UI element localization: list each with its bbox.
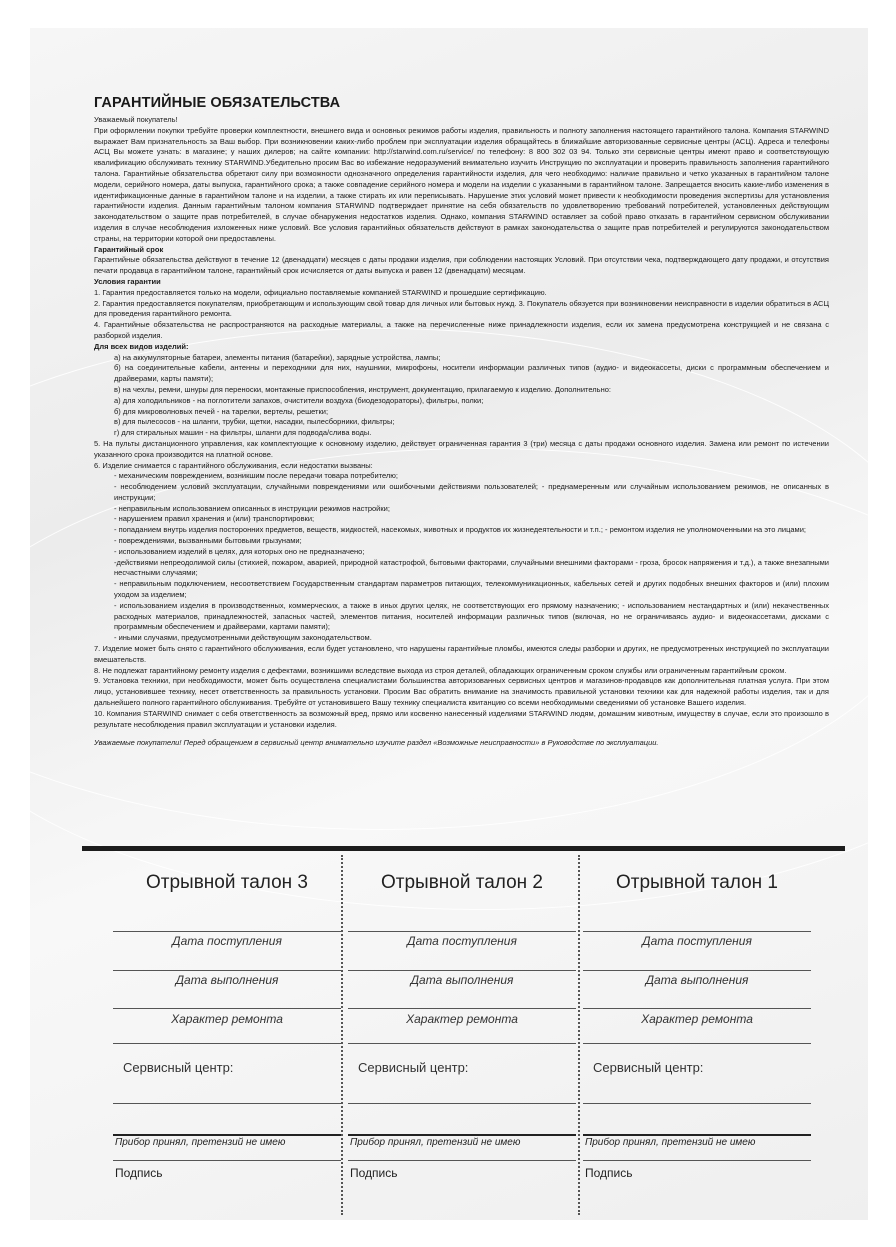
field-line (583, 1008, 811, 1009)
signature-label: Подпись (350, 1166, 398, 1180)
field-line (348, 931, 576, 932)
exclusion-item: а) для холодильников - на поглотители запахов, очистители воздуха (биодезодораторы), фильтры, полки; (114, 395, 484, 405)
coupon-title: Отрывной талон 3 (145, 872, 308, 893)
field-line (113, 1043, 341, 1044)
coupon-title: Отрывной талон 1 (615, 872, 778, 893)
signature-label: Подпись (585, 1166, 633, 1180)
coupon-title: Отрывной талон 2 (380, 872, 543, 893)
coupon-2 (348, 851, 576, 1221)
greeting: Уважаемый покупатель! (94, 115, 178, 124)
field-line (113, 1160, 341, 1161)
condition-6: 6. Изделие снимается с гарантийного обслуживания, если недостатки вызваны: (94, 460, 373, 470)
coupon-3 (113, 851, 341, 1221)
completed-date-label: Дата выполнения (410, 973, 514, 987)
removal-reason: - несоблюдением условий эксплуатации, случайными повреждениями или ошибочными действиями пользователей; - преднамеренным или случайным использованием режимов, не описанных в инструкции; (114, 482, 829, 502)
field-line (113, 1134, 341, 1136)
condition-4: 4. Гарантийные обязательства не распространяются на расходные материалы, а также на перечисленные ниже принадлежности изделия, если их замена предусмотрена конструкцией и не связана с разборкой изделия. (94, 320, 829, 340)
field-line (113, 970, 341, 971)
customer-note: Уважаемые покупатели! Перед обращением в сервисный центр внимательно изучите раздел «Возможные неисправности» в Руководстве по эксплуатации. (94, 738, 659, 748)
service-center-label: Сервисный центр: (123, 1060, 234, 1075)
removal-reason: - повреждениями, вызванными бытовыми грызунами; (114, 536, 302, 546)
field-line (113, 1008, 341, 1009)
coupon-1 (583, 851, 811, 1221)
field-line (113, 931, 341, 932)
removal-reason: -действиями непреодолимой силы (стихией, пожаром, аварией, природной катастрофой, бытовыми факторами, случайными внешними факторами - гроза, бросок напряжения и т.д.), а также внезапными несчастными случаями; (114, 557, 829, 578)
field-line (348, 1043, 576, 1044)
term-text: Гарантийные обязательства действуют в течение 12 (двенадцати) месяцев с даты продажи изделия, при соблюдении настоящих Условий. При отсутствии чека, подтверждающего дату продажи, и отсутствия печати продавца в гарантийном талоне, гарантийный срок исчисляется от даты выпуска и равен 12 (двенадцати) месяцам. (94, 255, 829, 276)
term-heading: Гарантийный срок (94, 244, 164, 254)
field-line (583, 1134, 811, 1136)
removal-reason: - механическим повреждением, возникшим после передачи товара потребителю; (114, 471, 399, 481)
field-line (583, 1043, 811, 1044)
intro-paragraph: При оформлении покупки требуйте проверки комплектности, внешнего вида и основных режимов работы изделия, правильность и полноту заполнения настоящего гарантийного талона. Компания STARWIND выражает Вам признательность за Ваш выбор. При возникновении каких-либо проблем при эксплуатации изделия обращайтесь в ближайшие авторизованные сервисные центры (АСЦ). Адреса и телефоны АСЦ Вы можете узнать: в магазине; у наших дилеров; на сайте компании: http://starwind.com.ru/service/ по телефону: 8 800 302 03 94. Только эти сервисные центры имеют право и соответствующую квалификацию обслуживать технику STARWIND.Убедительно просим Вас во избежание недоразумений внимательно изучить Инструкцию по эксплуатации и проверить правильность заполнения гарантийного талона. Гарантийные обязательства обретают силу при возможности однозначного определения гарантийности изделия, для чего необходимо: наличие правильно и четко указанных в гарантийном талоне модели, серийного номера, даты выпуска, гарантийного срока; а также совпадение серийного номера и модели на изделии с указанными в гарантийном талоне. Запрещается вносить какие-либо изменения в идентификационные данные в гарантийном талоне и на изделии, а также стирать их или переписывать. Нарушение этих условий может привести к необходимости проведения экспертизы для установления гарантийности изделия. Данным гарантийным талоном компания STARWIND подтверждает принятие на себя обязательств по удовлетворению требований потребителей, установленных действующим законодательством о защите прав потребителей, в случае обнаружения недостатков изделия. Однако, компания STARWIND оставляет за собой право отказать в гарантийном сервисном обслуживании изделия в случае несоблюдения изложенных ниже условий. Все условия гарантийных обязательств действуют в рамках законодательства о защите прав потребителей и регулируются законодательством страны, на территории которой они предоставлены. (94, 125, 829, 243)
repair-type-label: Характер ремонта (641, 1012, 753, 1026)
signature-label: Подпись (115, 1166, 163, 1180)
tear-line (341, 855, 343, 1215)
condition-7: 7. Изделие может быть снято с гарантийного обслуживания, если будет установлено, что нарушены гарантийные пломбы, имеются следы разборки и других, не предусмотренных инструкцией по эксплуатации вмешательств. (94, 644, 829, 664)
exclusion-item: г) для стиральных машин - на фильтры, шланги для подвода/слива воды. (114, 428, 372, 438)
condition-8: 8. Не подлежат гарантийному ремонту изделия с дефектами, возникшими вследствие выхода из строя деталей, обладающих ограниченным сроком службы или ограниченным гарантийным сроком. (94, 665, 787, 675)
service-center-label: Сервисный центр: (358, 1060, 469, 1075)
removal-reason: - использованием изделий в целях, для которых оно не предназначено; (114, 546, 365, 556)
field-line (348, 1103, 576, 1104)
accepted-statement: Прибор принял, претензий не имею (115, 1137, 286, 1148)
removal-reason: - попаданием внутрь изделия посторонних предметов, веществ, жидкостей, насекомых, животных и продуктов их жизнедеятельности и т.п.; - ремонтом изделия не уполномоченными на это лицами; (114, 525, 806, 535)
completed-date-label: Дата выполнения (175, 973, 279, 987)
field-line (583, 1103, 811, 1104)
exclusion-item: а) на аккумуляторные батареи, элементы питания (батарейки), зарядные устройства, лампы; (114, 352, 441, 362)
page-title: ГАРАНТИЙНЫЕ ОБЯЗАТЕЛЬСТВА (94, 95, 341, 111)
condition-10: 10. Компания STARWIND снимает с себя ответственность за возможный вред, прямо или косвенно нанесенный изделиями STARWIND людям, домашним животным, имуществу в случае, если это произошло в результате несоблюдения правил эксплуатации и установки изделия. (94, 708, 829, 729)
received-date-label: Дата поступления (407, 934, 517, 948)
received-date-label: Дата поступления (172, 934, 282, 948)
removal-reason: - иными случаями, предусмотренными действующим законодательством. (114, 633, 372, 643)
condition-1: 1. Гарантия предоставляется только на модели, официально поставляемые компанией STARWIND и прошедшие сертификацию. (94, 287, 547, 297)
removal-reason: - нарушением правил хранения и (или) транспортировки; (114, 514, 315, 524)
field-line (348, 970, 576, 971)
field-line (348, 1134, 576, 1136)
field-line (348, 1008, 576, 1009)
condition-9: 9. Установка техники, при необходимости, может быть осуществлена специалистами большинства авторизованных сервисных центров и магазинов-продавцов как дополнительная платная услуга. При этом лицо, установившее технику, несет ответственность за правильность установки. Просим Вас обратить внимание на значимость правильной установки техники как для надежной работы изделия, так и для дальнейшего полного гарантийного обслуживания. Требуйте от установившего Вашу технику специалиста квитанцию со всеми необходимыми сведениями об установке Вашего изделия. (94, 676, 829, 708)
service-center-label: Сервисный центр: (593, 1060, 704, 1075)
field-line (583, 970, 811, 971)
field-line (113, 1103, 341, 1104)
conditions-heading: Условия гарантии (94, 276, 161, 286)
condition-2: 2. Гарантия предоставляется покупателям, приобретающим и использующим свой товар для личных или бытовых нужд. 3. Покупатель обязуется при возникновении неисправности в изделии обратиться в АСЦ для проведения гарантийного ремонта. (94, 298, 829, 319)
exclusion-item: в) для пылесосов - на шланги, трубки, щетки, насадки, пылесборники, фильтры; (114, 417, 395, 427)
removal-reason: - использованием изделия в производственных, коммерческих, а также в иных других целях, не соответствующих его прямому назначению; - использованием нестандартных и (или) некачественных расходных материалов, принадлежностей, запасных частей, элементов питания, носителей информации различных типов (включая, но не ограничиваясь аудио- и видеокассетами, дисками с программным обеспечением и драйверами, картами памяти); (114, 600, 829, 632)
field-line (583, 931, 811, 932)
exclusion-item: в) на чехлы, ремни, шнуры для переноски, монтажные приспособления, инструмент, документацию, прилагаемую к изделию. Дополнительно: (114, 384, 611, 394)
accepted-statement: Прибор принял, претензий не имею (585, 1137, 756, 1148)
removal-reason: - неправильным использованием описанных в инструкции режимов настройки; (114, 503, 390, 513)
warranty-text (94, 95, 829, 749)
completed-date-label: Дата выполнения (645, 973, 749, 987)
field-line (348, 1160, 576, 1161)
condition-5: 5. На пульты дистанционного управления, как комплектующие к основному изделию, действует ограниченная гарантия 3 (три) месяца с даты продажи основного изделия. Замена или ремонт по истечении указанного срока производится на платной основе. (94, 438, 829, 459)
repair-type-label: Характер ремонта (171, 1012, 283, 1026)
removal-reason: - неправильным подключением, несоответствием Государственным стандартам параметров питающих, телекоммуникационных, кабельных сетей и других подобных внешних факторов и (или) плохим уходом за изделием; (114, 579, 829, 600)
tear-line (578, 855, 580, 1215)
field-line (583, 1160, 811, 1161)
all-types-heading: Для всех видов изделий: (94, 341, 189, 351)
exclusion-item: б) на соединительные кабели, антенны и переходники для них, наушники, микрофоны, носители информации различных типов (аудио- и видеокассеты, диски с программным обеспечением и драйверами, карты памяти); (114, 363, 829, 384)
received-date-label: Дата поступления (642, 934, 752, 948)
accepted-statement: Прибор принял, претензий не имею (350, 1137, 521, 1148)
exclusion-item: б) для микроволновых печей - на тарелки, вертелы, решетки; (114, 406, 329, 416)
repair-type-label: Характер ремонта (406, 1012, 518, 1026)
